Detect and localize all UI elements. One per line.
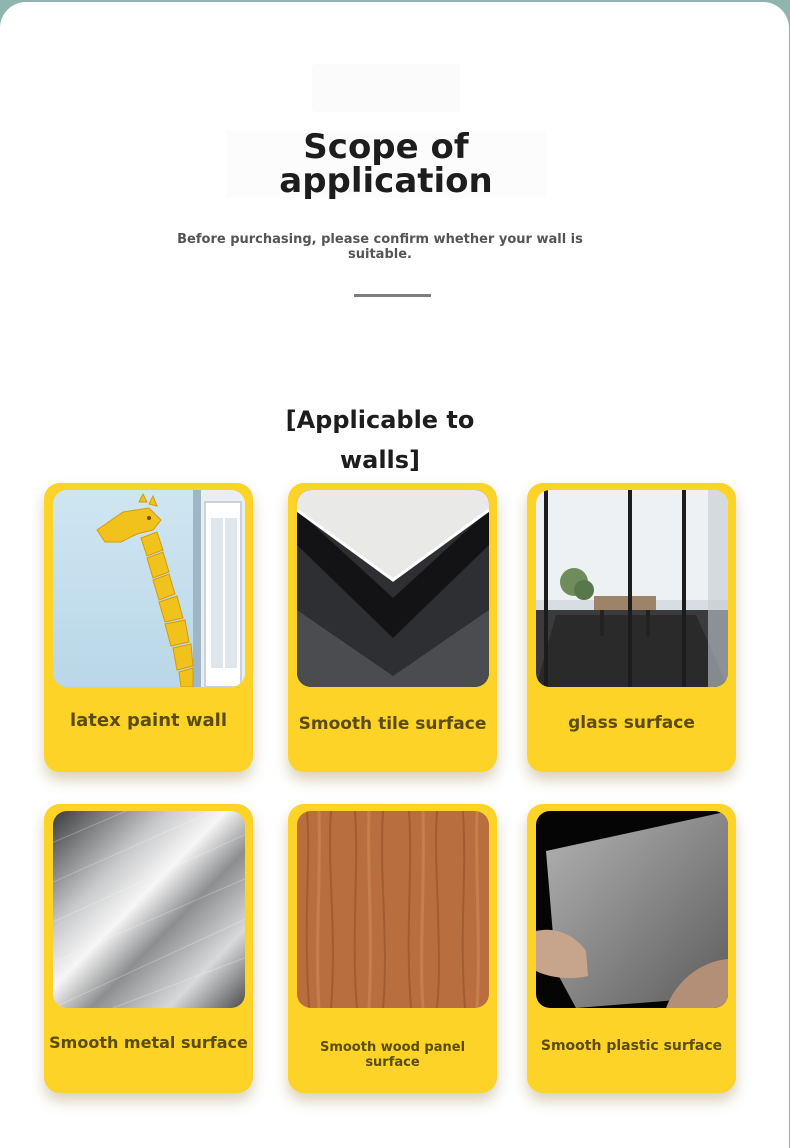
page-subtitle: Before purchasing, please confirm whether your wall is suitable.: [177, 232, 583, 262]
title-line-2: application: [279, 161, 493, 201]
glass-partition-photo: [536, 490, 728, 687]
tile-corner-photo: [297, 490, 489, 687]
surface-label: Smooth plastic surface: [540, 1038, 723, 1054]
surface-card-wood: [288, 804, 497, 1093]
surface-label: Smooth metal surface: [49, 1033, 248, 1052]
surface-card-plastic: [527, 804, 736, 1093]
surface-card-tile: [288, 483, 497, 772]
content-panel: [0, 2, 789, 1148]
surface-card-latex-paint: [44, 483, 253, 772]
brushed-metal-photo: [53, 811, 245, 1008]
surface-card-metal: [44, 804, 253, 1093]
surface-label: latex paint wall: [69, 710, 227, 731]
giraffe-mirror-sticker-photo: [53, 490, 245, 687]
surface-label: Smooth wood panel surface: [319, 1040, 466, 1070]
wood-grain-photo: [297, 811, 489, 1008]
page-title: [226, 127, 546, 201]
top-placeholder: [312, 64, 460, 112]
surface-label: Smooth tile surface: [298, 714, 487, 734]
frosted-plastic-card-photo: [536, 811, 728, 1008]
title-divider: [354, 294, 431, 297]
title-line-1: Scope of: [303, 127, 469, 167]
surface-label: glass surface: [568, 713, 695, 733]
section-heading: [Applicable to walls]: [285, 406, 475, 474]
surface-card-glass: [527, 483, 736, 772]
